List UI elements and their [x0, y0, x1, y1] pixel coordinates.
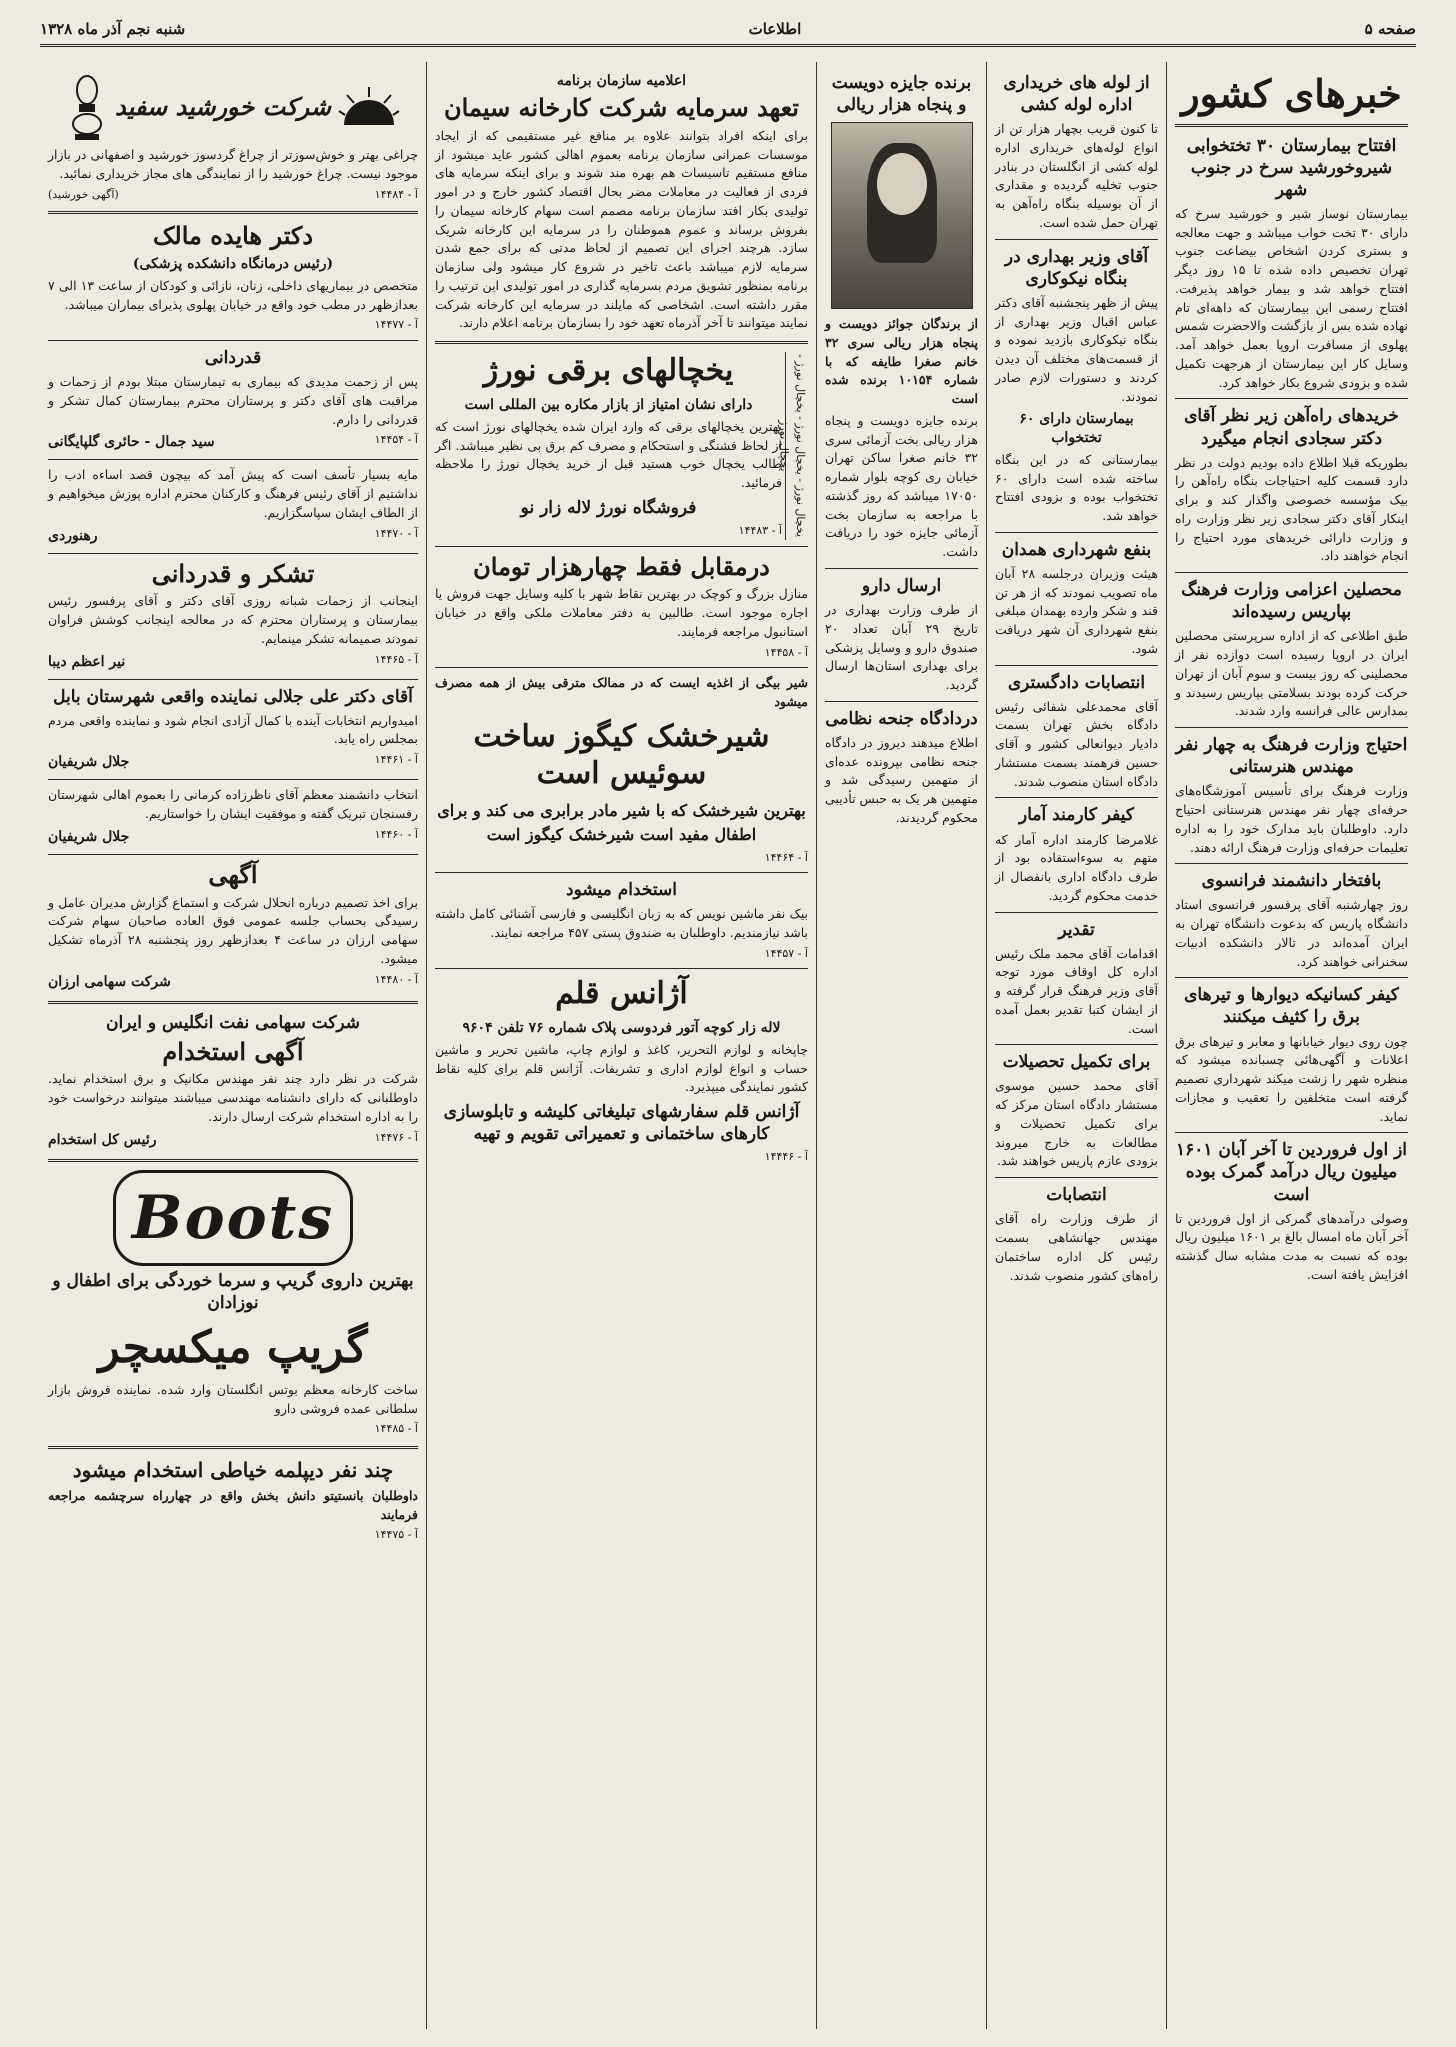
signature: جلال شریفیان [48, 754, 130, 771]
article-text: طبق اطلاعی که از اداره سرپرستی محصلین ایران در اروپا رسیده است دوازده نفر از محصلینی که روز بیست و سوم آبان از تهران حرکت کرده بودند بسلامتی بپاریس رسیدند و بمدارس عالی فرانسه وارد شدند. [1175, 628, 1408, 719]
headline: خریدهای راه‌آهن زیر نظر آقای دکتر سجادی انجام میگیرد [1184, 406, 1399, 449]
article-text: بیمارستانی که در این بنگاه ساخته شده است دارای ۶۰ تختخواب بوده و بزودی افتتاح خواهد شد. [995, 451, 1158, 523]
ad-text: اینجانب از زحمات شبانه روزی آقای دکتر و آقای پرفسور رئیس بیمارستان و پرستاران محترم که در معالجه اینجانب کوشش فراوان نمودند صمیمانه تشکر مینمایم. [48, 593, 418, 646]
headline: آقای وزیر بهداری در بنگاه نیکوکاری [1004, 246, 1149, 289]
ad-number: آ - ۱۴۴۵۷ [764, 946, 808, 960]
headline: تقدیر [1058, 919, 1095, 940]
ad-number: آ - ۱۴۴۶۴ [764, 850, 808, 864]
article-text: آقای محمد حسین موسوی مستشار دادگاه استان مرکز که برای تکمیل تحصیلات و مطالعات به خارج میروند بزودی عازم پاریس خواهند شد. [995, 1078, 1158, 1169]
signature: رئیس کل استخدام [48, 1131, 157, 1148]
ad-title: شیرخشک کیگوز ساخت سوئیس است [473, 718, 770, 792]
article-text: وزارت فرهنگ برای تأسیس آموزشگاه‌های حرفه‌ای چهار نفر مهندس هنرستانی احتیاج دارد. داوطلبان باید مدارک خود را به اداره تعلیمات حرفه‌ای وزارت فرهنگ ارائه دهند. [1175, 783, 1408, 855]
article-text: بطوریکه قبلا اطلاع داده بودیم دولت در نظر دارد قسمت کلیه احتیاجات بنگاه راه‌آهن را بیک مؤسسه خصوصی واگذار کند و برای اینکار آقای دکتر سجادی زیر نظر وزارت راه و وزارت دارائی خریدهای مورد احتیاج را انجام خواهند داد. [1175, 454, 1408, 564]
headline: دردادگاه جنحه نظامی [825, 708, 978, 729]
winner-photo [831, 122, 973, 309]
ad-number: آ - ۱۴۴۷۰ [374, 526, 418, 540]
headline: آگهی [208, 859, 258, 889]
ad-text: شیر بیگی از اغذیه ایست که در ممالک مترقی بیش از همه مصرف میشود [435, 675, 808, 709]
lamp-icon [67, 72, 107, 142]
article-text: اطلاع میدهند دیروز در دادگاه جنحه نظامی بپرونده عده‌ای از متهمین رسیدگی شد و متهمین هر یک به حبس تأدیبی محکوم گردیدند. [825, 734, 978, 825]
boots-logo: Boots [48, 1170, 418, 1266]
signature: شرکت سهامی ارزان [48, 973, 171, 990]
signature: جلال شریفیان [48, 828, 130, 845]
ad-number: آ - ۱۴۴۵۸ [764, 645, 808, 659]
column-news [1166, 62, 1416, 2029]
ad-title: آژانس قلم [555, 976, 688, 1012]
headline: بافتخار دانشمند فرانسوی [1201, 871, 1382, 892]
signature: نیر اعظم دیبا [48, 653, 126, 670]
ad-number: آ - ۱۴۴۵۴ [374, 433, 418, 447]
headline: محصلین اعزامی وزارت فرهنگ بپاریس رسیده‌اند [1181, 580, 1402, 623]
ad-subtitle: بهترین داروی گریپ و سرما خوردگی برای اطفال و نوزادان [52, 1270, 414, 1313]
ad-number: آ - ۱۴۴۸۵ [374, 1422, 418, 1436]
ad-shop: فروشگاه نورژ لاله زار نو [520, 497, 697, 518]
photo-caption: از برندگان جوائز دویست و پنجاه هزار ریالی سری ۳۲ خانم صغرا طایفه که با شماره ۱۰۱۵۴ برنده شده است [825, 316, 978, 407]
doctor-title: (رئیس درمانگاه دانشکده پزشکی) [132, 255, 334, 272]
ad-number: آ - ۱۴۴۶۵ [374, 652, 418, 666]
ad-text: ساخت کارخانه معظم بوتس انگلستان وارد شده. نماینده فروش بازار سلطانی عمده فروشی دارو [48, 1381, 418, 1416]
article-text: آقای محمدعلی شفائی رئیس دادگاه بخش تهران بسمت دادیار دیوانعالی کشور و آقای حسین فرهمند بسمت مستشار دادگاه استان منصوب شدند. [995, 698, 1158, 789]
headline: از اول فروردین تا آخر آبان ۱۶۰۱ میلیون ریال درآمد گمرک بوده است [1175, 1140, 1408, 1205]
signature: رهنوردی [48, 527, 98, 544]
ad-number: آ - ۱۴۴۷۶ [374, 1130, 418, 1144]
headline: آگهی استخدام [162, 1036, 304, 1066]
ad-text: داوطلبان بانستیتو دانش بخش واقع در چهارراه سرچشمه مراجعه فرمایند [48, 1487, 418, 1522]
headline: احتیاج وزارت فرهنگ به چهار نفر مهندس هنرستانی [1175, 735, 1408, 778]
ad-number: آ - ۱۴۴۷۵ [374, 1528, 418, 1542]
ad-text: منازل بزرگ و کوچک در بهترین نقاط شهر با کلیه وسایل جهت فروش یا اجاره موجود است. طالبین به دفتر معاملات ملکی واقع در خیابان استانبول مراجعه فرمایند. [435, 586, 808, 639]
ad-number: آ - ۱۴۴۶۱ [374, 753, 418, 767]
signature: سید جمال - حائری گلپایگانی [48, 434, 215, 451]
article-text: پیش از ظهر پنجشنبه آقای دکتر عباس اقبال وزیر بهداری از بنگاه نیکوکاری بازدید نموده و از قسمت‌های مختلف آن دیدن کردند و دستورات لازم صادر نمودند. [995, 294, 1158, 404]
headline: تعهد سرمایه شرکت کارخانه سیمان [444, 93, 799, 123]
ad-number: آ - ۱۴۴۷۷ [374, 318, 418, 332]
ad-subtitle: لاله زار کوچه آتور فردوسی پلاک شماره ۷۶ تلفن ۹۶۰۴ [462, 1019, 781, 1036]
headline: ارسال دارو [861, 575, 942, 596]
headline: استخدام میشود [566, 880, 677, 901]
article-text: روز چهارشنبه آقای پرفسور فرانسوی استاد دانشگاه پاریس که بدعوت دانشگاه تهران به ایران آمده‌اند در تالار دانشکده ادبیات سخنرانی خواهند کرد. [1175, 897, 1408, 969]
article-text: بیمارستان نوساز شیر و خورشید سرخ که دارای ۳۰ تخت خواب میباشد و جهت معالجه و بستری کردن اشخاص بیضاعت جنوب تهران تخصیص داده شده تا ۱۵ روز دیگر افتتاح خواهد شد و بیمار خواهد پذیرفت. افتتاح رسمی این بیمارستان که داهه‌ای تام نهاده شده بس از بازگشت والاحضرت شمس پهلوی از مسافرت اروپا بعمل خواهد آمد. وسایل کار این بیمارستان از هرجهت تکمیل شده و بزودی شروع بکار خواهد کرد. [1175, 205, 1408, 390]
ad-title: یخچالهای برقی نورژ [483, 353, 734, 389]
headline: بیمارستان دارای ۶۰ تختخواب [1019, 411, 1134, 446]
headline: برنده جایزه دویست و پنجاه هزار ریالی [831, 73, 972, 116]
product-name: گریپ میکسچر [98, 1321, 368, 1373]
ad-footer: آژانس قلم سفارشهای تبلیغاتی کلیشه و تابلوسازی کارهای ساختمانی و تعمیراتی تقویم و تهیه [443, 1102, 800, 1145]
article-text: تا کنون قریب بچهار هزار تن از انواع لوله‌های خریداری اداره لوله کشی از انگلستان در بنادر جنوب تخلیه گردیده و مقداری از آن بوسیله بنگاه راه‌آهن به تهران حمل شده است. [995, 121, 1158, 230]
paper-name: اطلاعات [748, 20, 802, 38]
ad-subtitle: دارای نشان امتیاز از بازار مکاره بین المللی است [464, 396, 753, 413]
doctor-name: دکتر هایده مالک [152, 221, 314, 250]
headline: درمقابل فقط چهارهزار تومان [473, 551, 770, 581]
column-announcements [426, 62, 816, 2029]
brand-header [48, 72, 418, 142]
headline: کیفر کسانیکه دیوارها و تیرهای برق را کثیف میکنند [1184, 985, 1399, 1028]
page-number: صفحه ۵ [1364, 20, 1416, 38]
article-text: هیئت وزیران درجلسه ۲۸ آبان ماه تصویب نمودند که از هر تن قند و شکر وارده بهمدان مبلغی بنفع شهرداری آن شهر دریافت شود. [995, 565, 1158, 656]
fridge-ad [435, 352, 808, 539]
ad-number: آ - ۱۴۴۸۴ [374, 187, 418, 201]
headline: قدردانی [204, 347, 262, 368]
headline: شرکت سهامی نفت انگلیس و ایران [105, 1012, 361, 1033]
ad-text: چاپخانه و لوازم التحریر، کاغذ و لوازم چاپ، ماشین تحریر و ماشین حساب و انواع لوازم اداری و تشریفات. آژانس قلم برای کلیه نقاط کشور نمایندگی میپذیرد. [435, 1041, 808, 1095]
column-ads [40, 62, 426, 2029]
ad-side-strip: یخچال نورژ - یخچال نورژ - یخچال نورژ - یخچال نورژ [785, 352, 808, 539]
headline: افتتاح بیمارستان ۳۰ تختخوابی شیروخورشید سرخ در جنوب شهر [1186, 135, 1397, 200]
headline: انتصابات دادگستری [1007, 672, 1146, 693]
headline: بنفع شهرداری همدان [1001, 539, 1152, 560]
headline: کیفر کارمند آمار [1019, 805, 1134, 826]
ad-text: امیدواریم انتخابات آینده با کمال آزادی انجام شود و نماینده واقعی مردم بمجلس راه یابد. [48, 712, 418, 747]
ad-text: انتخاب دانشمند معظم آقای ناظرزاده کرمانی را بعموم اهالی شهرستان رفسنجان تبریک گفته و موفقیت ایشان را خواستاریم. [48, 787, 418, 821]
column-news-3 [816, 62, 986, 2029]
column-news-2 [986, 62, 1166, 2029]
ad-number: آ - ۱۴۴۶۰ [374, 827, 418, 841]
article-text: اقدامات آقای محمد ملک رئیس اداره کل اوقاف مورد توجه آقای وزیر فرهنگ قرار گرفته و از ایشان کتبا تقدیر بعمل آمده است. [995, 945, 1158, 1036]
headline: تشکر و قدردانی [151, 558, 315, 588]
ad-number: آ - ۱۴۴۸۰ [374, 972, 418, 986]
ad-note: (آگهی خورشید) [48, 187, 119, 201]
ad-text: پس از زحمت مدیدی که بیماری به تیمارستان مبتلا بودم از زحمات و مراقبت های آقای دکتر و پرستاران محترم بیمارستان کمال تشکر و قدردانی را دارم. [48, 374, 418, 427]
article-text: وصولی درآمدهای گمرکی از اول فروردین تا آخر آبان ماه امسال بالغ بر ۱۶۰۱ میلیون ریال بوده که نسبت به مدت مشابه سال گذشته افزایش یافته است. [1175, 1210, 1408, 1282]
ad-text: برای اخذ تصمیم درباره انحلال شرکت و استماع گزارش مدیران عامل و رسیدگی بحساب جلسه عمومی فوق العاده صاحبان سهام شرکت سهامی ارزان در ساعت ۴ بعدازظهر روز پنجشنبه ۲۸ آذرماه تشکیل میشود. [48, 894, 418, 966]
section-title: خبرهای کشور [1181, 71, 1402, 116]
ad-text: متخصص در بیماریهای داخلی، زنان، نازائی و کودکان از ساعت ۱۳ الی ۷ بعدازظهر در مطب خود واقع در خیابان پهلوی پذیرای بیماران میباشد. [48, 277, 419, 312]
headline: برای تکمیل تحصیلات [1002, 1052, 1151, 1073]
ad-text: بیک نفر ماشین نویس که به زبان انگلیسی و فارسی آشنائی کامل داشته باشد نیازمندیم. داوطلبان به صندوق پستی ۴۵۷ مراجعه نمایند. [435, 906, 808, 940]
ad-number: آ - ۱۴۴۸۳ [738, 524, 782, 538]
headline: انتصابات [1046, 1185, 1107, 1206]
sun-icon [339, 87, 399, 127]
article-text: برای اینکه افراد بتوانند علاوه بر منافع غیر مستقیمی که از ایجاد موسسات عمرانی سازمان برنامه بعموم اهالی کشور عاید میشود از منافع مستقیم تاسیسات هم بهره مند شوند و برای اینکه سرمایه های فردی از فعالیت در معاملات مضر بحال اقتصاد کشور خارج و در امور تولیدی بکار افتد سازمان برنامه مصمم است سهام کارخانه سیمان را بفروش برساند و عموم هموطنان را در سرمایه این کارخانه شریک سازد. هرچند اجرای این تصمیم از لحاظ مدتی که برای جمع شدن سرمایه لازم میباشد باعث تاخیر در شروع کار میشود ولی سازمان برنامه بمنظور تشویق مردم بسرمایه گذاری در امور تولیدی این ترتیب را مقرر داشته است. اشخاصی که مایلند در سرمایه این کارخانه شرکت نمایند میتوانند تا آخر آذرماه تعهد خود را بسازمان برنامه اعلام دارند. [435, 127, 808, 331]
ad-number: آ - ۱۴۴۴۶ [764, 1150, 808, 1164]
ad-text: چراغی بهتر و خوش‌سوزتر از چراغ گردسوز خورشید و اصفهانی در بازار موجود نیست. چراغ خورشید را از نمایندگی های مجاز خریداری نمائید. [48, 147, 418, 181]
page-header [40, 14, 1416, 47]
article-text: از طرف وزارت راه آقای مهندس جهانشاهی بسمت رئیس کل اداره ساختمان راه‌های کشور منصوب شدند. [995, 1211, 1158, 1283]
headline: از لوله های خریداری اداره لوله کشی [1003, 73, 1150, 116]
article-text: چون روی دیوار خیابانها و معابر و تیرهای برق اعلانات و آگهی‌هائی چسبانده میشود که منظره شهر را زشت میکند شهرداری تصمیم گرفته است متخلفین را تعقیب و مجازات نماید. [1175, 1033, 1408, 1124]
headline: اعلامیه سازمان برنامه [556, 73, 687, 89]
brand-name: شرکت خورشید سفید [115, 91, 331, 121]
ad-text: بهترین شیرخشک که با شیر مادر برابری می کند و برای اطفال مفید است شیرخشک کیگوز است [437, 800, 806, 844]
ad-text: شرکت در نظر دارد چند نفر مهندس مکانیک و برق استخدام نماید. داوطلبانی که دارای دانشنامه مهندسی میباشند میتوانند درخواست خود را به اداره استخدام شرکت ارسال دارند. [48, 1071, 418, 1124]
headline: آقای دکتر علی جلالی نماینده واقعی شهرستان بابل [53, 686, 413, 707]
article-text: از طرف وزارت بهداری در تاریخ ۲۹ آبان تعداد ۲۰ صندوق دارو و وسایل پزشکی برای بهداری استان‌ها ارسال گردید. [825, 602, 978, 693]
article-text: غلامرضا کارمند اداره آمار که متهم به سوءاستفاده بود از طرف دادگاه اداری بانفصال از خدمت محکوم گردید. [995, 831, 1158, 903]
ad-text: بهترین یخچالهای برقی که وارد ایران شده یخچالهای نورژ است که از لحاظ قشنگی و استحکام و مصرف کم برق بی نظیر میباشد. اگر طالب یخچال خوب هستید قبل از خرید یخچال نورژ را ملاحظه فرمائید. [435, 418, 782, 491]
headline: چند نفر دیپلمه خیاطی استخدام میشود [72, 1457, 394, 1482]
issue-date: شنبه نجم آذر ماه ۱۳۲۸ [40, 20, 186, 38]
ad-text: مایه بسیار تأسف است که پیش آمد که بیچون قصد اساءه ادب را نداشتیم از آقای رئیس فرهنگ و کارکنان محترم اداره پوزش میخواهیم و از الطاف ایشان سپاسگزاریم. [48, 467, 418, 520]
article-text: برنده جایزه دویست و پنجاه هزار ریالی بخت آزمائی سری ۳۲ خانم صغرا ساکن تهران خیابان ری کوچه بلوار شماره ۱۷۰۵۰ میباشد که روز گذشته با مراجعه به سازمان بخت آزمائی جایزه خود را دریافت داشت. [825, 412, 978, 560]
